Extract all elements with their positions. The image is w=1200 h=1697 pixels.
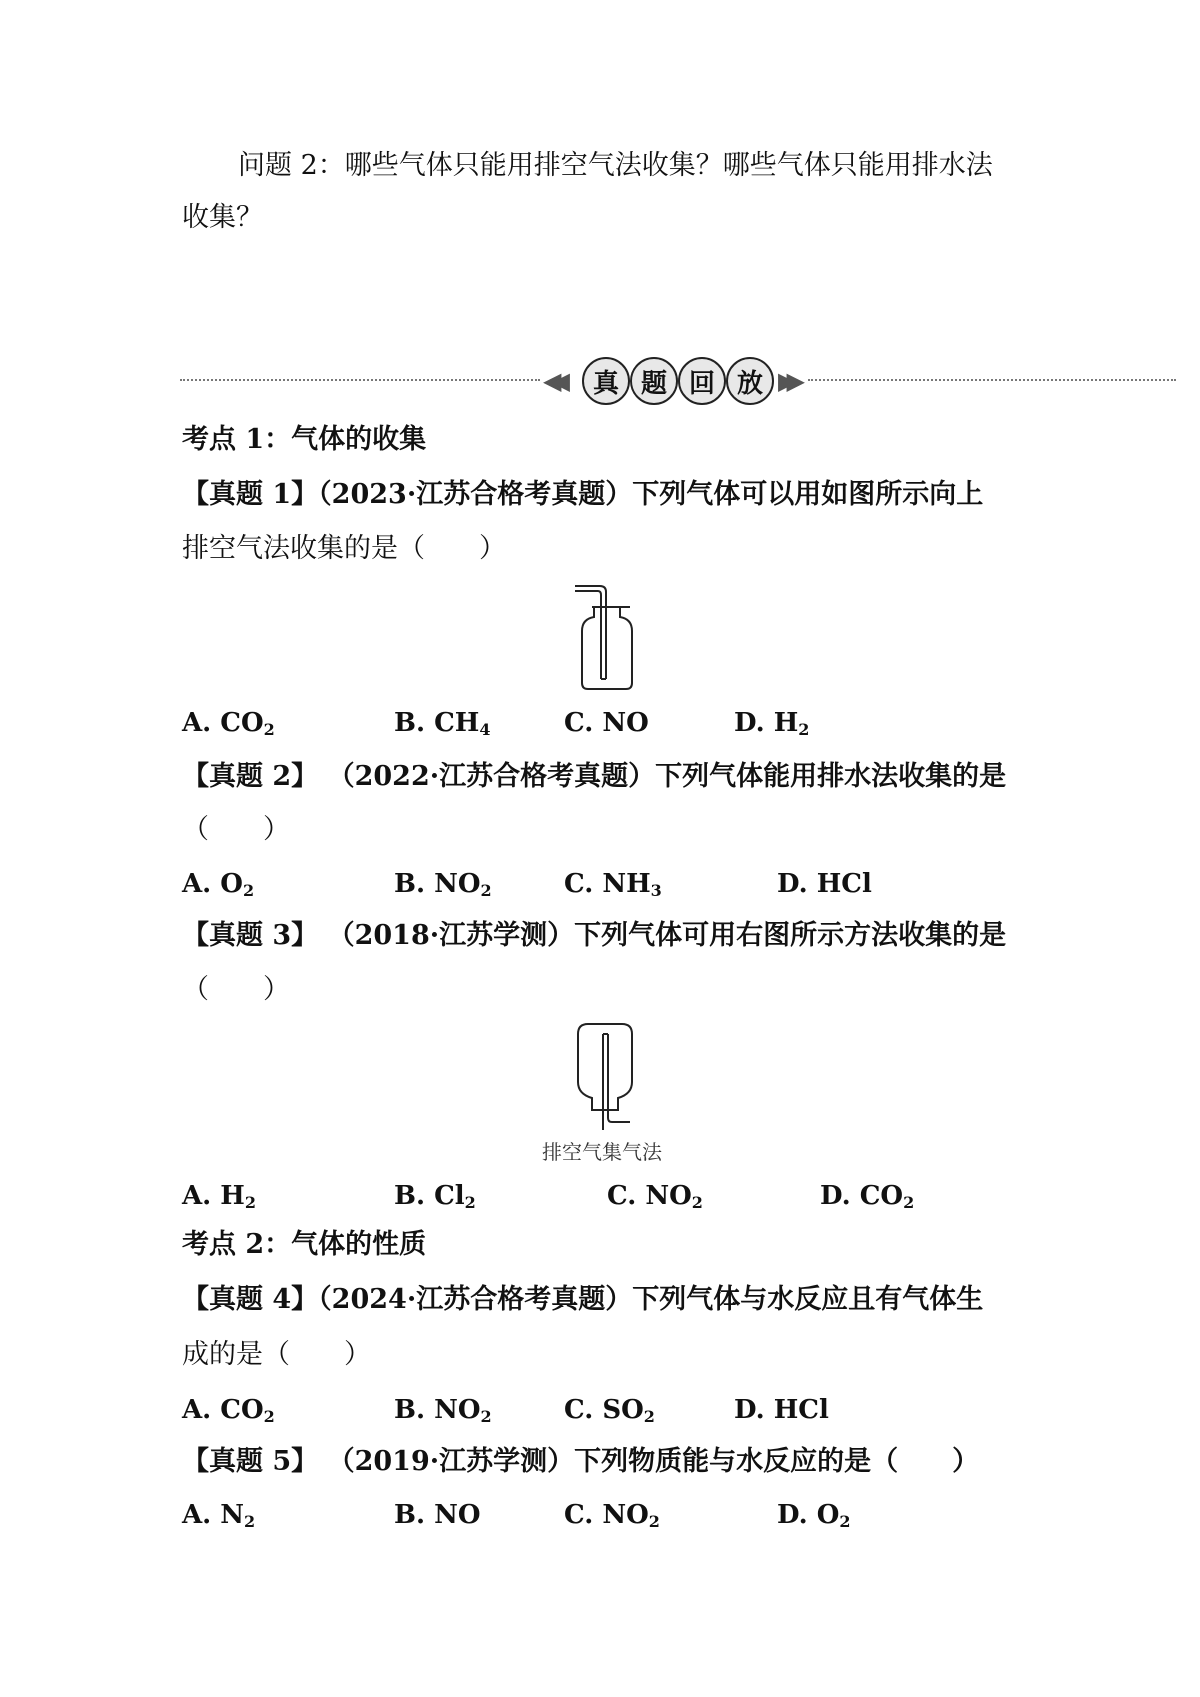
q1-option-d: D. $H_2$: [734, 708, 810, 739]
q1-option-b: B. $CH_4$: [394, 708, 491, 739]
q2-option-a: A. $O_2$: [182, 869, 255, 900]
q2-line-1: 【真题 2】 （2022·江苏合格考真题）下列气体能用排水法收集的是: [182, 761, 1007, 792]
q1-option-a: A. $CO_2$: [182, 708, 275, 739]
q3-line-2: （ ）: [182, 974, 290, 1005]
banner-char-2: 题: [630, 357, 678, 405]
q2-option-b: B. $NO_2$: [394, 869, 492, 900]
section-banner: [180, 355, 1180, 405]
question-2-line-1: 问题 2：哪些气体只能用排空气法收集？哪些气体只能用排水法: [238, 150, 993, 181]
q3-line-1: 【真题 3】 （2018·江苏学测）下列气体可用右图所示方法收集的是: [182, 920, 1007, 951]
q5-option-d: D. $O_2$: [777, 1500, 851, 1531]
question-2-line-2: 收集？: [182, 202, 263, 233]
q2-option-d: D. HCl: [777, 869, 872, 899]
q4-option-b: B. $NO_2$: [394, 1395, 492, 1426]
banner-char-4: 放: [726, 357, 774, 405]
q2-line-2: （ ）: [182, 814, 290, 845]
q4-option-d: D. HCl: [734, 1395, 829, 1425]
banner-right-rule: [808, 379, 1176, 381]
q3-option-a: A. $H_2$: [182, 1181, 256, 1212]
q5-option-a: A. $N_2$: [182, 1500, 256, 1531]
q5-option-b: B. NO: [394, 1500, 481, 1530]
section-2-title: 考点 2：气体的性质: [182, 1229, 427, 1260]
banner-char-1: 真: [582, 357, 630, 405]
q1-line-1: 【真题 1】（2023·江苏合格考真题）下列气体可以用如图所示向上: [182, 479, 984, 510]
upward-air-collection-bottle: [570, 583, 640, 693]
banner-right-arrows: ▶▶: [778, 367, 795, 395]
q3-figure-caption: 排空气集气法: [542, 1140, 662, 1164]
q4-line-1: 【真题 4】（2024·江苏合格考真题）下列气体与水反应且有气体生: [182, 1284, 984, 1315]
q4-option-a: A. $CO_2$: [182, 1395, 275, 1426]
q1-option-c: C. NO: [564, 708, 649, 738]
banner-left-arrows: ◀◀: [543, 367, 560, 395]
q3-option-d: D. $CO_2$: [820, 1181, 915, 1212]
banner-left-rule: [180, 379, 540, 381]
section-1-title: 考点 1：气体的收集: [182, 424, 427, 455]
q3-option-c: C. $NO_2$: [607, 1181, 703, 1212]
inverted-air-collection-bottle: [570, 1022, 640, 1132]
banner-char-3: 回: [678, 357, 726, 405]
q5-option-c: C. $NO_2$: [564, 1500, 660, 1531]
q4-option-c: C. $SO_2$: [564, 1395, 655, 1426]
q5-line-1: 【真题 5】 （2019·江苏学测）下列物质能与水反应的是（ ）: [182, 1446, 980, 1477]
q4-line-2: 成的是（ ）: [182, 1339, 371, 1370]
q3-option-b: B. $Cl_2$: [394, 1181, 476, 1212]
q2-option-c: C. $NH_3$: [564, 869, 662, 900]
q1-line-2: 排空气法收集的是（ ）: [182, 533, 506, 564]
